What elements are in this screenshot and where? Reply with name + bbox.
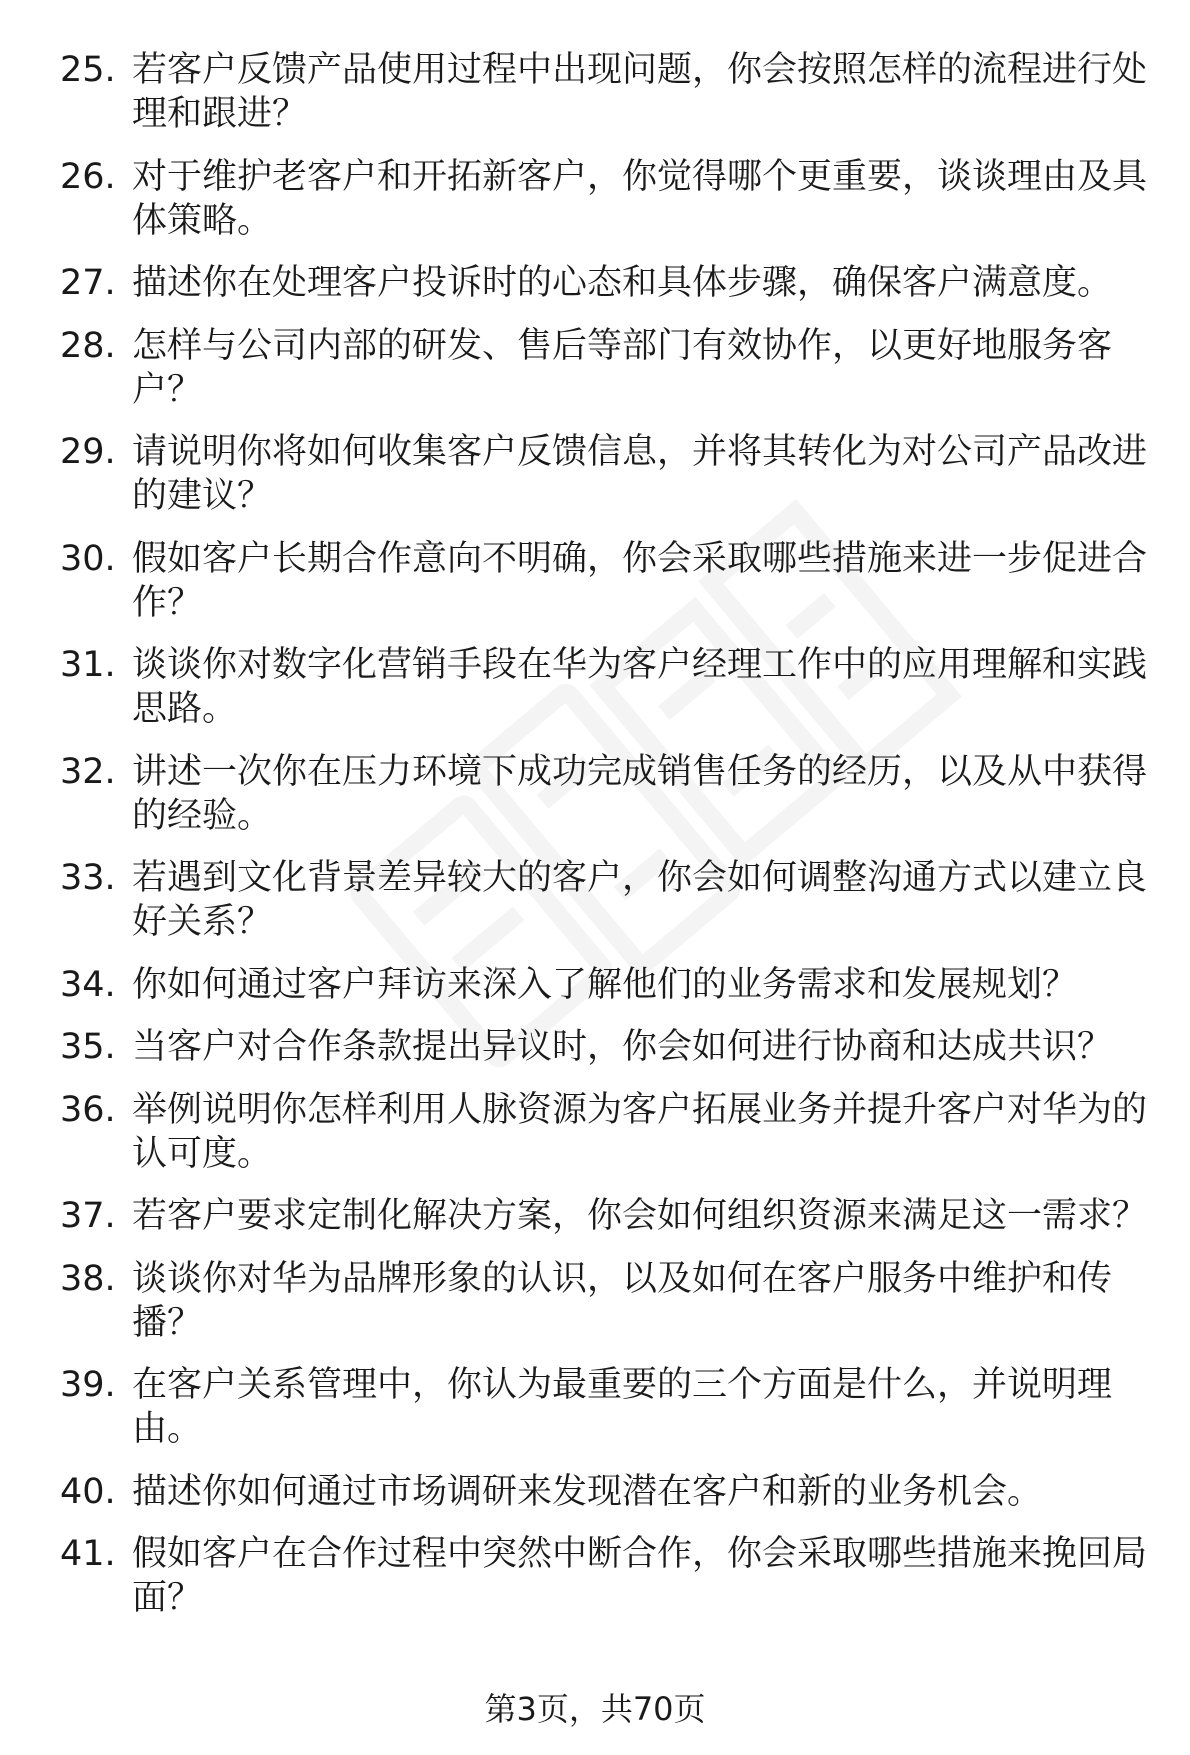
question-number: 26. (60, 156, 116, 197)
question-number: 30. (60, 538, 116, 579)
question-number: 34. (60, 964, 116, 1005)
question-text: 举例说明你怎样利用人脉资源为客户拓展业务并提升客户对华为的认可度。 (132, 1089, 1148, 1174)
question-item (60, 430, 1150, 518)
question-item (60, 1532, 1150, 1620)
question-number: 41. (60, 1534, 116, 1574)
question-text: 讲述一次你在压力环境下成功完成销售任务的经历，以及从中获得的经验。 (132, 751, 1148, 836)
question-number: 27. (60, 263, 116, 303)
question-text: 谈谈你对华为品牌形象的认识，以及如何在客户服务中维护和传播？ (132, 1258, 1113, 1343)
question-text: 假如客户长期合作意向不明确，你会采取哪些措施来进一步促进合作？ (132, 538, 1148, 623)
question-text: 请说明你将如何收集客户反馈信息，并将其转化为对公司产品改进的建议？ (132, 432, 1148, 516)
question-number: 32. (60, 751, 116, 792)
question-number: 25. (60, 50, 116, 90)
question-item (60, 1025, 1150, 1069)
question-number: 33. (60, 858, 116, 898)
question-item (60, 1470, 1150, 1514)
question-number: 31. (60, 645, 116, 685)
question-item (60, 1363, 1150, 1451)
page-footer: 第3页，共70页 (484, 1690, 706, 1728)
question-text: 若客户反馈产品使用过程中出现问题，你会按照怎样的流程进行处理和跟进？ (132, 50, 1148, 134)
question-text: 当客户对合作条款提出异议时，你会如何进行协商和达成共识？ (132, 1027, 1113, 1067)
question-number: 35. (60, 1027, 116, 1067)
question-text: 若客户要求定制化解决方案，你会如何组织资源来满足这一需求？ (132, 1196, 1148, 1236)
question-text: 怎样与公司内部的研发、售后等部门有效协作，以更好地服务客户？ (132, 325, 1113, 410)
question-item (60, 537, 1150, 625)
question-number: 28. (60, 325, 116, 366)
question-text: 假如客户在合作过程中突然中断合作，你会采取哪些措施来挽回局面？ (132, 1534, 1148, 1618)
question-text: 描述你在处理客户投诉时的心态和具体步骤，确保客户满意度。 (132, 263, 1113, 303)
question-item (60, 155, 1150, 243)
question-item (60, 1088, 1150, 1176)
question-text: 在客户关系管理中，你认为最重要的三个方面是什么，并说明理由。 (132, 1365, 1113, 1449)
question-text: 你如何通过客户拜访来深入了解他们的业务需求和发展规划？ (132, 964, 1078, 1005)
question-item (60, 1194, 1150, 1238)
question-text: 对于维护老客户和开拓新客户，你觉得哪个更重要，谈谈理由及具体策略。 (132, 156, 1148, 241)
question-item (60, 1257, 1150, 1345)
question-number: 39. (60, 1365, 116, 1405)
question-item (60, 324, 1150, 412)
question-number: 40. (60, 1471, 116, 1512)
question-text: 描述你如何通过市场调研来发现潜在客户和新的业务机会。 (132, 1471, 1043, 1512)
question-item (60, 963, 1150, 1007)
question-number: 38. (60, 1258, 116, 1299)
question-item (60, 750, 1150, 838)
question-number: 37. (60, 1196, 116, 1236)
question-item (60, 643, 1150, 731)
question-text: 若遇到文化背景差异较大的客户，你会如何调整沟通方式以建立良好关系？ (132, 858, 1148, 942)
question-item (60, 48, 1150, 136)
question-item (60, 261, 1150, 305)
question-item (60, 856, 1150, 944)
question-number: 29. (60, 432, 116, 472)
question-number: 36. (60, 1089, 116, 1130)
question-text: 谈谈你对数字化营销手段在华为客户经理工作中的应用理解和实践思路。 (132, 645, 1148, 729)
question-list (60, 48, 1150, 1639)
